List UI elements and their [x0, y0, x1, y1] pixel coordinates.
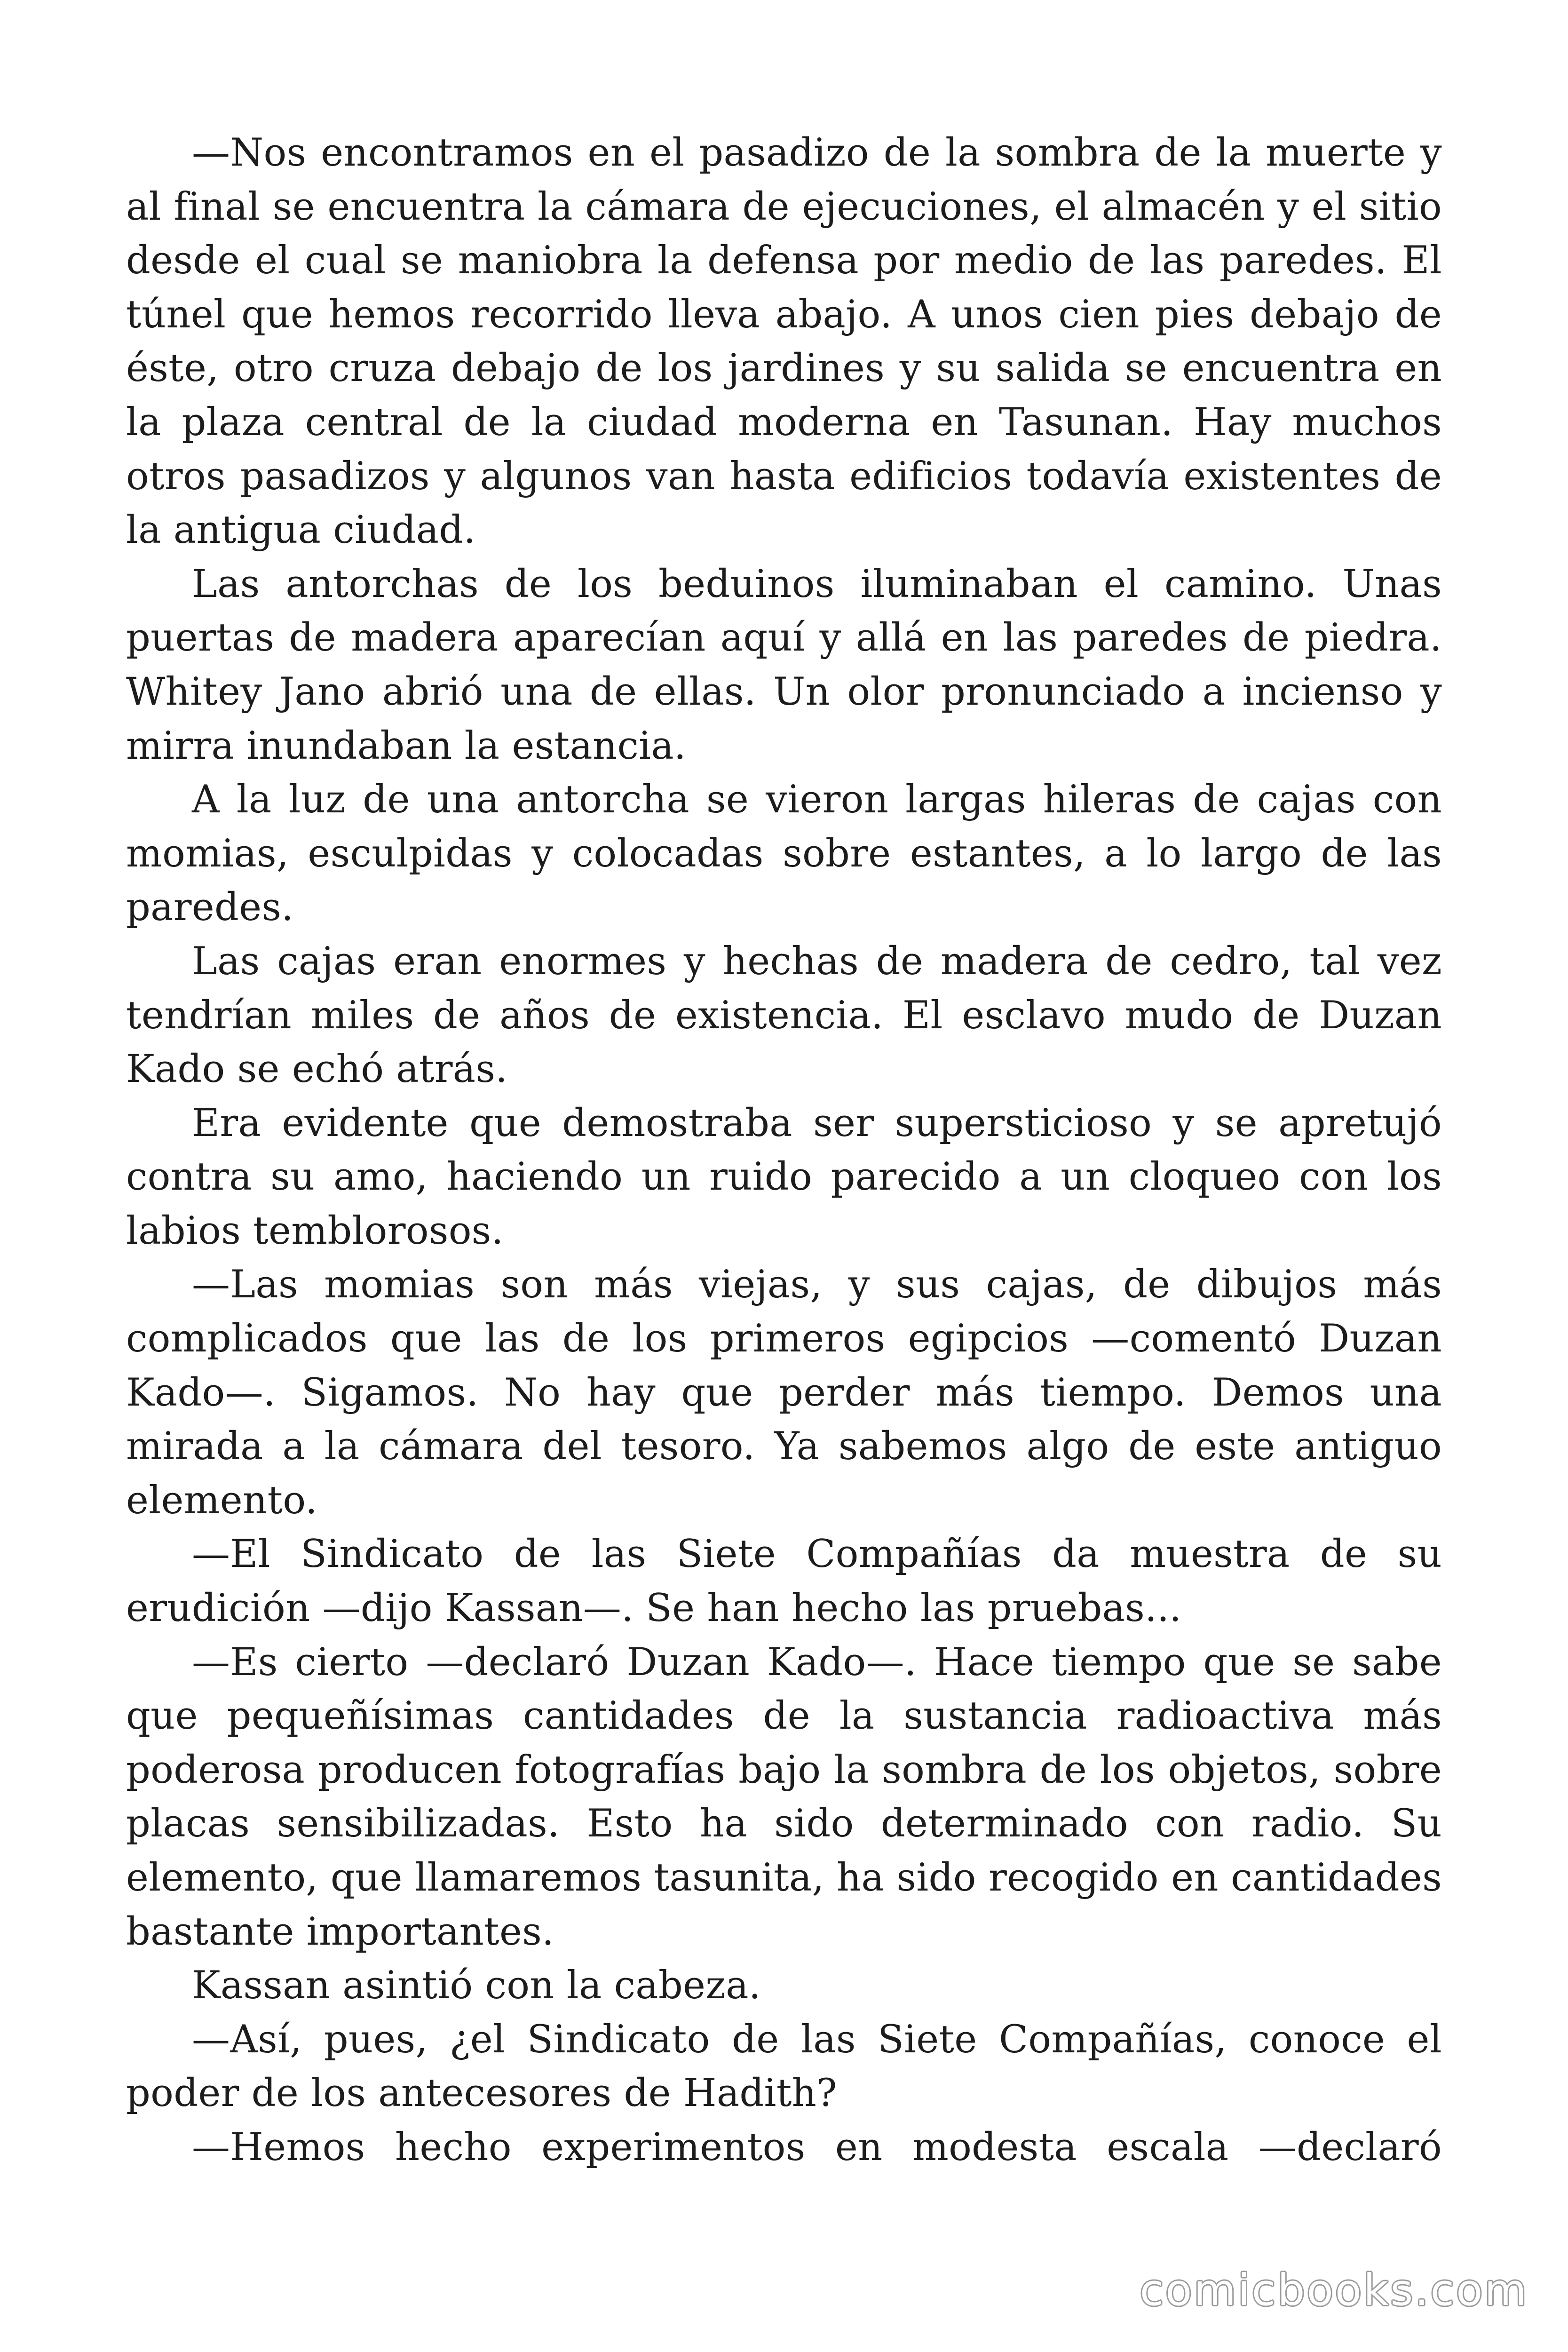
- paragraph: Las cajas eran enormes y hechas de madera de cedro, tal vez tendrían miles de años de existencia. El esclavo mudo de Duzan Kado se echó atrás.: [126, 939, 1442, 1092]
- paragraph: —Las momias son más viejas, y sus cajas, de dibujos más complicados que las de los primeros egipcios —comentó Duzan Kado—. Sigamos. No hay que perder más tiempo. Demos una mirada a la cámara del tesoro. Ya sabemos algo de este antiguo elemento.: [126, 1263, 1442, 1523]
- book-page-text: [126, 126, 1442, 2175]
- paragraph: —Nos encontramos en el pasadizo de la sombra de la muerte y al final se encuentra la cámara de ejecuciones, el almacén y el sitio desde el cual se maniobra la defensa por medio de las paredes. El túnel que hemos recorrido lleva abajo. A unos cien pies debajo de éste, otro cruza debajo de los jardines y su salida se encuentra en la plaza central de la ciudad moderna en Tasunan. Hay muchos otros pasadizos y algunos van hasta edificios todavía existentes de la antigua ciudad.: [126, 131, 1442, 553]
- paragraph: Las antorchas de los beduinos iluminaban el camino. Unas puertas de madera aparecían aquí y allá en las paredes de piedra. Whitey Jano abrió una de ellas. Un olor pronunciado a incienso y mirra inundaban la estancia.: [126, 562, 1442, 768]
- paragraph: Kassan asintió con la cabeza.: [192, 1963, 761, 2008]
- paragraph: —Hemos hecho experimentos en modesta escala —declaró: [192, 2125, 1442, 2169]
- paragraph: —El Sindicato de las Siete Compañías da muestra de su erudición —dijo Kassan—. Se han hecho las pruebas...: [126, 1532, 1442, 1631]
- paragraph: A la luz de una antorcha se vieron largas hileras de cajas con momias, esculpidas y colocadas sobre estantes, a lo largo de las paredes.: [126, 778, 1442, 930]
- paragraph: —Es cierto —declaró Duzan Kado—. Hace tiempo que se sabe que pequeñísimas cantidades de la sustancia radioactiva más poderosa producen fotografías bajo la sombra de los objetos, sobre placas sensibilizadas. Esto ha sido determinado con radio. Su elemento, que llamaremos tasunita, ha sido recogido en cantidades bastante importantes.: [126, 1640, 1442, 1954]
- paragraph: —Así, pues, ¿el Sindicato de las Siete Compañías, conoce el poder de los antecesores de Hadith?: [126, 2017, 1442, 2116]
- paragraph: Era evidente que demostraba ser supersticioso y se apretujó contra su amo, haciendo un ruido parecido a un cloqueo con los labios temblorosos.: [126, 1101, 1442, 1253]
- watermark: comicbooks.com: [1140, 2265, 1528, 2315]
